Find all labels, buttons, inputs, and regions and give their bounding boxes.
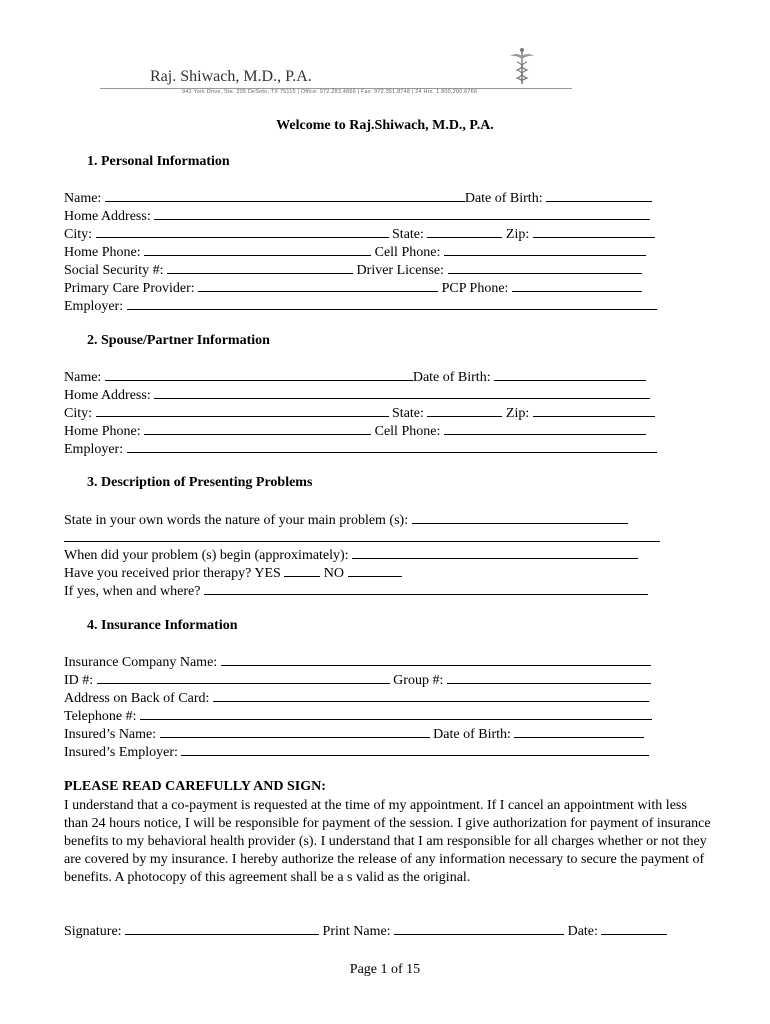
section-heading-spouse: 2. Spouse/Partner Information <box>87 333 270 348</box>
cell-phone-field[interactable] <box>444 243 646 256</box>
row-city-state-zip <box>64 225 655 244</box>
prior-therapy-no-field[interactable] <box>348 564 402 577</box>
zip-field[interactable] <box>533 225 655 238</box>
label-date: Date: <box>567 924 598 939</box>
label-name: Name: <box>64 191 102 206</box>
label-problem-nature: State in your own words the nature of your main problem (s): <box>64 513 409 528</box>
label-insured-employer: Insured’s Employer: <box>64 745 178 760</box>
spouse-city-field[interactable] <box>96 404 389 417</box>
label-when-where: If yes, when and where? <box>64 584 201 599</box>
row-spouse-home-address <box>64 386 650 405</box>
row-pcp <box>64 279 642 298</box>
row-address-back <box>64 689 649 708</box>
row-insurance-company <box>64 653 651 672</box>
label-spouse-city: City: <box>64 406 93 421</box>
spouse-home-phone-field[interactable] <box>144 422 371 435</box>
label-address-back: Address on Back of Card: <box>64 691 210 706</box>
row-telephone <box>64 707 652 726</box>
address-back-field[interactable] <box>213 689 649 702</box>
row-spouse-employer <box>64 440 657 459</box>
label-state: State: <box>392 227 424 242</box>
home-phone-field[interactable] <box>144 243 371 256</box>
name-field[interactable] <box>105 189 465 202</box>
row-ssn-license <box>64 261 642 280</box>
pcp-field[interactable] <box>198 279 438 292</box>
row-prior-therapy <box>64 564 402 583</box>
spouse-dob-field[interactable] <box>494 368 646 381</box>
label-spouse-home-phone: Home Phone: <box>64 424 141 439</box>
label-spouse-home-address: Home Address: <box>64 388 151 403</box>
label-zip: Zip: <box>505 227 530 242</box>
row-employer <box>64 297 657 316</box>
label-spouse-zip: Zip: <box>505 406 530 421</box>
insurance-company-field[interactable] <box>221 653 651 666</box>
row-spouse-phones <box>64 422 646 441</box>
label-insured-name: Insured’s Name: <box>64 727 157 742</box>
state-field[interactable] <box>427 225 502 238</box>
letterhead-address: 941 York Drive, Ste. 205 DeSoto, TX 75115 | Office: 972.283.4866 | Fax: 972.351.8748 | 24 Hrs. 1.800.200.6766 <box>182 89 478 95</box>
problem-nature-field[interactable] <box>412 511 628 524</box>
label-dob: Date of Birth: <box>464 191 543 206</box>
label-insurance-id: ID #: <box>64 673 94 688</box>
label-cell-phone: Cell Phone: <box>374 245 441 260</box>
row-problem-nature <box>64 511 628 530</box>
insured-name-field[interactable] <box>160 725 430 738</box>
row-spouse-name-dob <box>64 368 646 387</box>
row-id-group <box>64 671 651 690</box>
row-name-dob <box>64 189 652 208</box>
ssn-field[interactable] <box>167 261 353 274</box>
row-home-address <box>64 207 650 226</box>
insured-dob-field[interactable] <box>514 725 644 738</box>
pcp-phone-field[interactable] <box>512 279 642 292</box>
label-problem-begin: When did your problem (s) begin (approximately): <box>64 548 349 563</box>
page-number: Page 1 of 15 <box>349 962 421 977</box>
label-insured-dob: Date of Birth: <box>433 727 511 742</box>
spouse-employer-field[interactable] <box>127 440 657 453</box>
label-group: Group #: <box>393 673 444 688</box>
spouse-cell-phone-field[interactable] <box>444 422 646 435</box>
label-prior-therapy-yes: Have you received prior therapy? YES <box>64 566 281 581</box>
row-insured-employer <box>64 743 649 762</box>
label-pcp: Primary Care Provider: <box>64 281 195 296</box>
home-address-field[interactable] <box>154 207 650 220</box>
prior-therapy-yes-field[interactable] <box>284 564 320 577</box>
agreement-heading: PLEASE READ CAREFULLY AND SIGN: <box>64 779 326 794</box>
row-when-where <box>64 582 648 601</box>
label-spouse-employer: Employer: <box>64 442 124 457</box>
label-telephone: Telephone #: <box>64 709 137 724</box>
label-ssn: Social Security #: <box>64 263 164 278</box>
driver-license-field[interactable] <box>448 261 642 274</box>
print-name-field[interactable] <box>394 922 564 935</box>
section-heading-personal: 1. Personal Information <box>87 154 230 169</box>
letterhead-name: Raj. Shiwach, M.D., P.A. <box>150 68 312 85</box>
label-spouse-dob: Date of Birth: <box>412 370 491 385</box>
label-signature: Signature: <box>64 924 122 939</box>
row-spouse-city-state-zip <box>64 404 655 423</box>
city-field[interactable] <box>96 225 389 238</box>
label-city: City: <box>64 227 93 242</box>
spouse-home-address-field[interactable] <box>154 386 650 399</box>
date-field[interactable] <box>601 922 667 935</box>
label-driver-license: Driver License: <box>356 263 445 278</box>
label-insurance-company: Insurance Company Name: <box>64 655 218 670</box>
problem-begin-field[interactable] <box>352 546 638 559</box>
employer-field[interactable] <box>127 297 657 310</box>
row-signature <box>64 922 667 941</box>
page-title: Welcome to Raj.Shiwach, M.D., P.A. <box>276 118 494 133</box>
label-print-name: Print Name: <box>322 924 391 939</box>
group-field[interactable] <box>447 671 651 684</box>
label-employer: Employer: <box>64 299 124 314</box>
row-phones <box>64 243 646 262</box>
row-problem-begin <box>64 546 638 565</box>
row-insured-name <box>64 725 644 744</box>
section-heading-insurance: 4. Insurance Information <box>87 618 238 633</box>
label-prior-therapy-no: NO <box>323 566 345 581</box>
agreement-text: I understand that a co-payment is requested at the time of my appointment. If I cancel an appointment with less than 24 hours notice, I will be responsible for payment of the session. I give authorization for payment of insurance benefits to my behavioral health provider (s). I understand that I am responsible for all charges whether or not they are covered by my insurance. I hereby authorize the release of any information necessary to secure the payment of benefits. A photocopy of this agreement shall be a s valid as the original. <box>64 798 711 885</box>
signature-field[interactable] <box>125 922 319 935</box>
insurance-id-field[interactable] <box>97 671 390 684</box>
insured-employer-field[interactable] <box>181 743 649 756</box>
section-heading-problems: 3. Description of Presenting Problems <box>87 475 313 490</box>
caduceus-logo-icon <box>508 46 536 86</box>
spouse-state-field[interactable] <box>427 404 502 417</box>
label-home-phone: Home Phone: <box>64 245 141 260</box>
label-spouse-cell-phone: Cell Phone: <box>374 424 441 439</box>
spouse-name-field[interactable] <box>105 368 413 381</box>
when-where-field[interactable] <box>204 582 648 595</box>
label-spouse-state: State: <box>392 406 424 421</box>
spouse-zip-field[interactable] <box>533 404 655 417</box>
problem-nature-field-continued[interactable] <box>64 529 660 542</box>
telephone-field[interactable] <box>140 707 652 720</box>
label-pcp-phone: PCP Phone: <box>441 281 509 296</box>
label-home-address: Home Address: <box>64 209 151 224</box>
dob-field[interactable] <box>546 189 652 202</box>
label-spouse-name: Name: <box>64 370 102 385</box>
